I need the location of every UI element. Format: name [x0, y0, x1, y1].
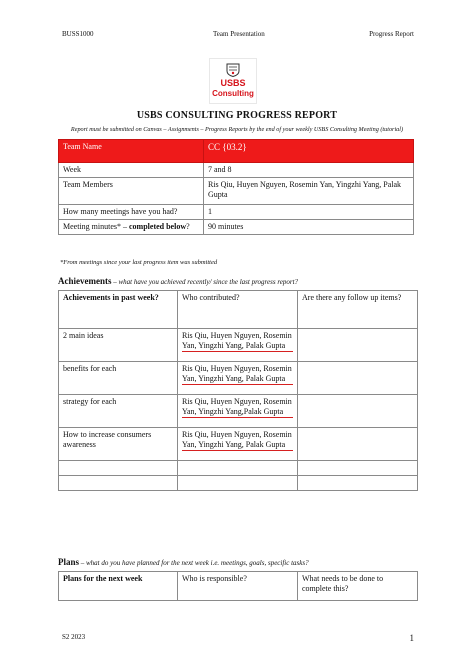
follow-up-cell[interactable] [298, 476, 418, 491]
page-number: 1 [409, 633, 414, 643]
meetings-count-row [59, 205, 414, 220]
meeting-minutes-row [59, 220, 414, 235]
team-name-label: Team Name [59, 140, 204, 163]
achievements-heading [58, 276, 298, 286]
plans-header-row [59, 572, 418, 601]
meeting-minutes-label [59, 220, 204, 235]
follow-up-cell[interactable] [298, 329, 418, 362]
achievements-col-achievement: Achievements in past week? [59, 291, 178, 329]
week-row [59, 163, 414, 178]
contributors-cell[interactable] [178, 428, 298, 461]
report-title: USBS CONSULTING PROGRESS REPORT [136, 110, 338, 121]
week-label: Week [59, 163, 204, 178]
contributors-cell[interactable] [178, 461, 298, 476]
achievement-cell[interactable] [59, 476, 178, 491]
header-document-type: Team Presentation [213, 30, 265, 38]
achievement-cell[interactable] [59, 461, 178, 476]
follow-up-cell[interactable] [298, 428, 418, 461]
logo-line-usbs: USBS [220, 78, 246, 88]
plans-col-responsible: Who is responsible? [178, 572, 298, 601]
header-course-code: BUSS1000 [62, 30, 94, 38]
team-info-table [58, 139, 414, 235]
achievements-table [58, 290, 418, 491]
achievements-heading-note: – what have you achieved recently/ since the last progress report? [111, 278, 299, 286]
team-name-value[interactable]: CC {03.2} [204, 140, 414, 163]
usbs-consulting-logo [209, 58, 257, 104]
meetings-count-value[interactable]: 1 [204, 205, 414, 220]
logo-line-consulting: Consulting [212, 89, 254, 98]
week-value[interactable]: 7 and 8 [204, 163, 414, 178]
header-report-name: Progress Report [369, 30, 414, 38]
table-row [59, 395, 418, 428]
contributors-cell[interactable] [178, 395, 298, 428]
meeting-minutes-value[interactable]: 90 minutes [204, 220, 414, 235]
plans-heading-title: Plans [58, 557, 80, 567]
contributors-cell[interactable] [178, 476, 298, 491]
contributors-text: Ris Qiu, Huyen Nguyen, Rosemin Yan, Yingzhi Yang, Palak Gupta [182, 430, 292, 449]
contributors-cell[interactable] [178, 362, 298, 395]
achievements-header-row [59, 291, 418, 329]
footer-semester: S2 2023 [62, 633, 86, 641]
contributors-text: Ris Qiu, Huyen Nguyen, Rosemin Yan, Yingzhi Yang,Palak Gupta [182, 397, 292, 416]
contributors-cell[interactable] [178, 329, 298, 362]
achievements-heading-title: Achievements [58, 276, 112, 286]
achievement-cell[interactable]: strategy for each [59, 395, 178, 428]
team-members-row [59, 178, 414, 205]
meeting-minutes-label-suffix: ? [186, 222, 190, 231]
plans-table [58, 571, 418, 601]
minutes-footnote: *From meetings since your last progress item was submitted [60, 259, 218, 266]
follow-up-cell[interactable] [298, 395, 418, 428]
team-name-row [59, 140, 414, 163]
achievement-cell[interactable]: benefits for each [59, 362, 178, 395]
team-members-label: Team Members [59, 178, 204, 205]
achievements-col-follow-up: Are there any follow up items? [298, 291, 418, 329]
contributors-text: Ris Qiu, Huyen Nguyen, Rosemin Yan, Yingzhi Yang, Palak Gupta [182, 364, 292, 383]
achievements-col-contributors: Who contributed? [178, 291, 298, 329]
table-row [59, 329, 418, 362]
meetings-count-label: How many meetings have you had? [59, 205, 204, 220]
team-members-value[interactable]: Ris Qiu, Huyen Nguyen, Rosemin Yan, Yingzhi Yang, Palak Gupta [204, 178, 414, 205]
plans-col-requirements: What needs to be done to complete this? [298, 572, 418, 601]
follow-up-cell[interactable] [298, 362, 418, 395]
table-row-empty [59, 461, 418, 476]
submission-note: Report must be submitted on Canvas – Assignments – Progress Reports by the end of your weekly USBS Consulting Meeting (tutorial) [70, 126, 404, 133]
plans-heading [58, 557, 309, 567]
table-row [59, 428, 418, 461]
table-row-empty [59, 476, 418, 491]
meeting-minutes-label-bold: completed below [129, 222, 187, 231]
crest-icon [226, 63, 240, 77]
achievement-cell[interactable]: 2 main ideas [59, 329, 178, 362]
plans-col-plans: Plans for the next week [59, 572, 178, 601]
plans-heading-note: – what do you have planned for the next week i.e. meetings, goals, specific tasks? [79, 559, 309, 567]
achievement-cell[interactable]: How to increase consumers awareness [59, 428, 178, 461]
meeting-minutes-label-prefix: Meeting minutes* – [63, 222, 129, 231]
follow-up-cell[interactable] [298, 461, 418, 476]
table-row [59, 362, 418, 395]
contributors-text: Ris Qiu, Huyen Nguyen, Rosemin Yan, Yingzhi Yang, Palak Gupta [182, 331, 292, 350]
